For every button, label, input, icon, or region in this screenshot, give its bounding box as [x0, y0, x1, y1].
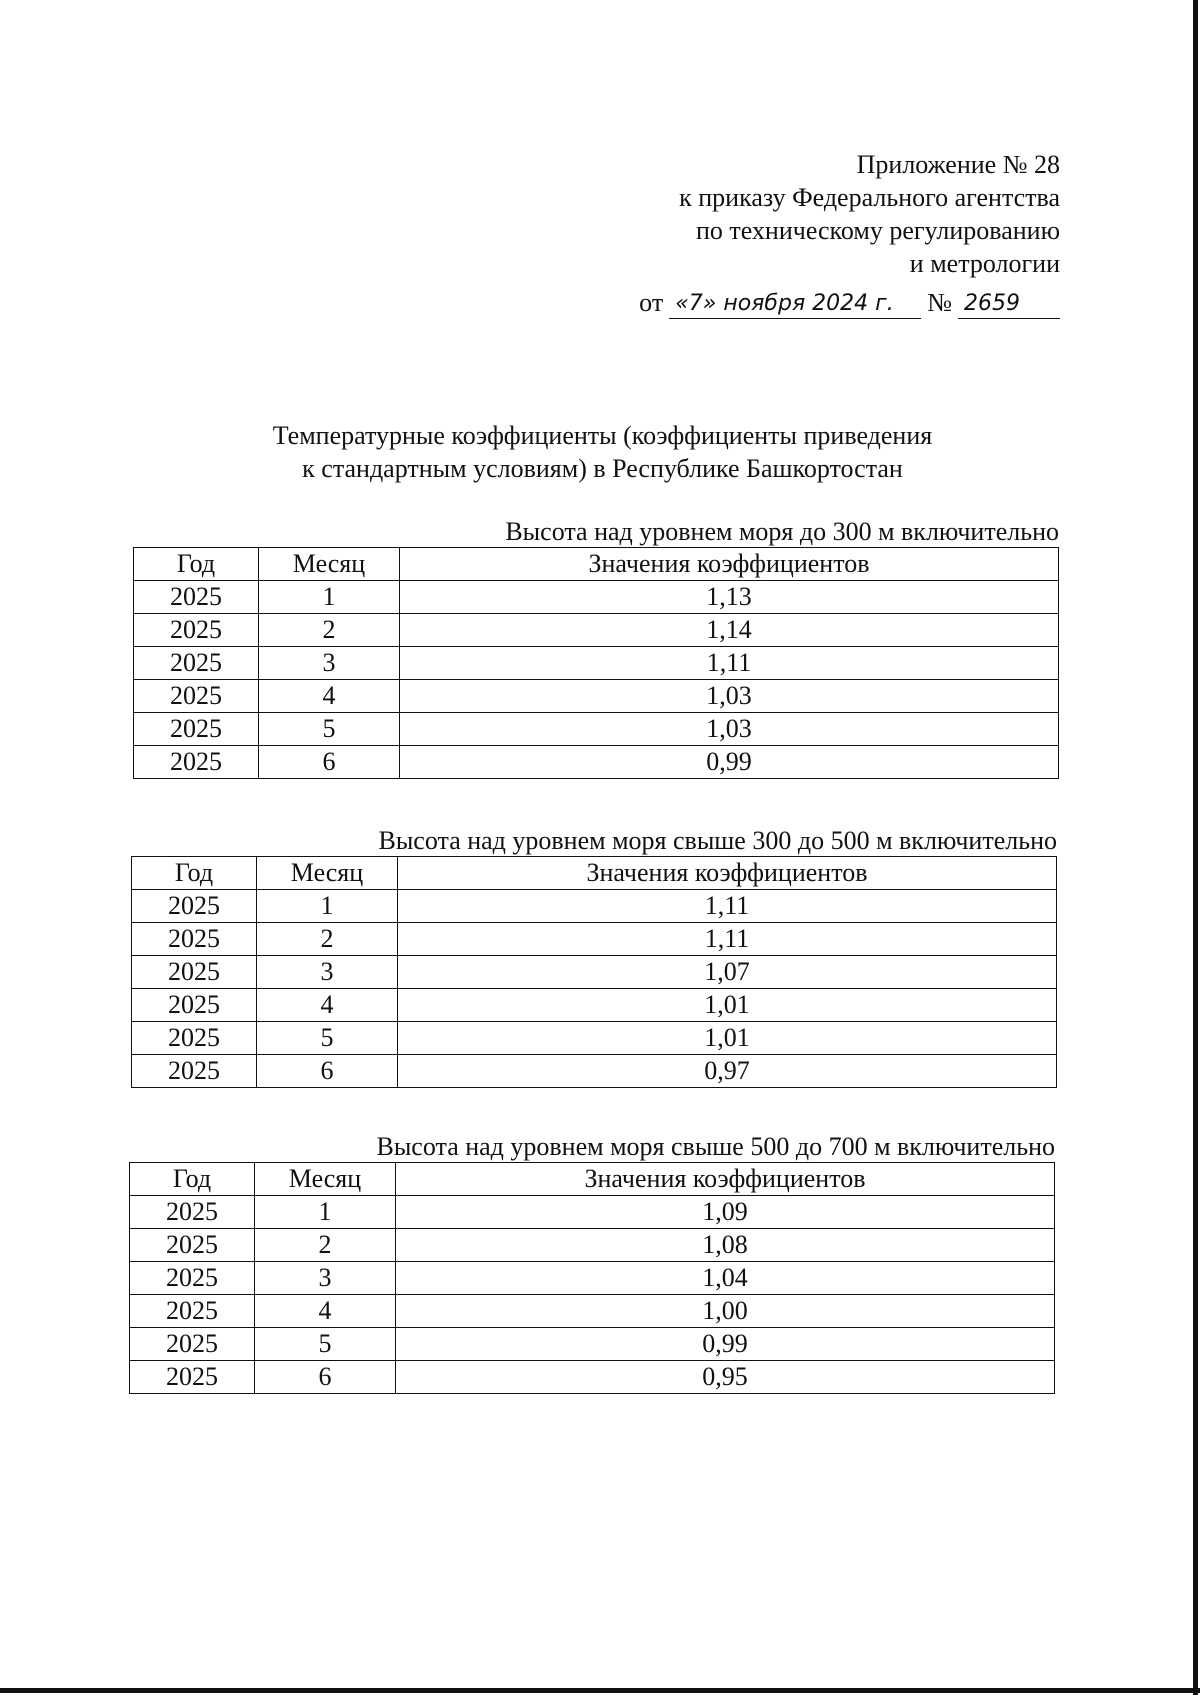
cell-year: 2025 [134, 746, 259, 779]
cell-value: 1,08 [396, 1229, 1055, 1262]
cell-value: 1,01 [398, 1022, 1057, 1055]
order-reference [639, 286, 1060, 319]
column-header-value: Значения коэффициентов [400, 548, 1059, 581]
cell-value: 1,11 [398, 923, 1057, 956]
coefficients-table [129, 1162, 1055, 1394]
appendix-line: по техническому регулированию [695, 216, 1060, 245]
coefficients-table [131, 856, 1057, 1088]
column-header-month: Месяц [257, 857, 398, 890]
table-row [132, 989, 1057, 1022]
cell-month: 2 [257, 923, 398, 956]
appendix-line: Приложение № 28 [856, 150, 1060, 179]
cell-value: 1,11 [400, 647, 1059, 680]
cell-value: 0,99 [396, 1328, 1055, 1361]
table-row [130, 1196, 1055, 1229]
column-header-month: Месяц [259, 548, 400, 581]
cell-month: 1 [255, 1196, 396, 1229]
table-caption: Высота над уровнем моря до 300 м включительно [505, 517, 1059, 546]
table-header-row [134, 548, 1059, 581]
cell-year: 2025 [130, 1262, 255, 1295]
coefficients-table [133, 547, 1059, 779]
column-header-month: Месяц [255, 1163, 396, 1196]
cell-year: 2025 [130, 1229, 255, 1262]
table-row [130, 1361, 1055, 1394]
cell-month: 4 [259, 680, 400, 713]
table-row [134, 581, 1059, 614]
column-header-year: Год [134, 548, 259, 581]
cell-year: 2025 [134, 614, 259, 647]
table-section-500-to-700 [129, 1132, 1055, 1394]
document-title [0, 419, 1200, 485]
table-row [134, 713, 1059, 746]
table-row [130, 1262, 1055, 1295]
table-row [134, 614, 1059, 647]
table-caption: Высота над уровнем моря свыше 300 до 500 м включительно [378, 826, 1057, 855]
cell-month: 1 [257, 890, 398, 923]
table-row [130, 1328, 1055, 1361]
cell-value: 1,09 [396, 1196, 1055, 1229]
table-caption: Высота над уровнем моря свыше 500 до 700 м включительно [376, 1132, 1055, 1161]
scan-border-right [1193, 0, 1198, 1695]
cell-value: 1,01 [398, 989, 1057, 1022]
cell-year: 2025 [132, 923, 257, 956]
cell-year: 2025 [130, 1361, 255, 1394]
cell-month: 6 [259, 746, 400, 779]
cell-month: 6 [257, 1055, 398, 1088]
table-row [132, 1022, 1057, 1055]
cell-month: 5 [259, 713, 400, 746]
cell-month: 2 [259, 614, 400, 647]
cell-value: 1,00 [396, 1295, 1055, 1328]
cell-month: 1 [259, 581, 400, 614]
cell-value: 1,13 [400, 581, 1059, 614]
cell-month: 4 [257, 989, 398, 1022]
cell-value: 1,04 [396, 1262, 1055, 1295]
cell-year: 2025 [130, 1295, 255, 1328]
scan-border-bottom [0, 1688, 1200, 1693]
table-row [132, 923, 1057, 956]
title-line-2: к стандартным условиям) в Республике Башкортостан [302, 454, 903, 483]
table-section-300-to-500 [131, 826, 1057, 1088]
cell-year: 2025 [134, 713, 259, 746]
cell-month: 2 [255, 1229, 396, 1262]
cell-month: 3 [257, 956, 398, 989]
table-row [134, 647, 1059, 680]
appendix-line: и метрологии [909, 249, 1060, 278]
table-row [132, 956, 1057, 989]
table-section-up-to-300 [133, 517, 1059, 779]
column-header-year: Год [132, 857, 257, 890]
cell-month: 6 [255, 1361, 396, 1394]
cell-month: 4 [255, 1295, 396, 1328]
cell-value: 0,95 [396, 1361, 1055, 1394]
cell-value: 1,11 [398, 890, 1057, 923]
cell-value: 0,99 [400, 746, 1059, 779]
order-number-label: № [927, 288, 952, 317]
table-row [130, 1295, 1055, 1328]
cell-value: 0,97 [398, 1055, 1057, 1088]
cell-month: 5 [257, 1022, 398, 1055]
cell-month: 3 [255, 1262, 396, 1295]
table-row [130, 1229, 1055, 1262]
table-header-row [130, 1163, 1055, 1196]
order-from-label: от [639, 288, 664, 317]
cell-year: 2025 [132, 890, 257, 923]
column-header-value: Значения коэффициентов [398, 857, 1057, 890]
table-row [134, 746, 1059, 779]
cell-value: 1,03 [400, 713, 1059, 746]
column-header-year: Год [130, 1163, 255, 1196]
order-number-handwritten: 2659 [958, 290, 1060, 319]
appendix-header [679, 148, 1060, 280]
cell-year: 2025 [134, 647, 259, 680]
appendix-line: к приказу Федерального агентства [679, 183, 1060, 212]
table-row [132, 1055, 1057, 1088]
cell-year: 2025 [132, 989, 257, 1022]
cell-year: 2025 [134, 581, 259, 614]
cell-year: 2025 [132, 1055, 257, 1088]
table-row [132, 890, 1057, 923]
cell-year: 2025 [130, 1328, 255, 1361]
order-date-handwritten: «7» ноября 2024 г. [669, 290, 921, 319]
cell-year: 2025 [130, 1196, 255, 1229]
cell-value: 1,14 [400, 614, 1059, 647]
cell-month: 3 [259, 647, 400, 680]
cell-year: 2025 [134, 680, 259, 713]
table-header-row [132, 857, 1057, 890]
column-header-value: Значения коэффициентов [396, 1163, 1055, 1196]
cell-value: 1,03 [400, 680, 1059, 713]
cell-year: 2025 [132, 956, 257, 989]
table-row [134, 680, 1059, 713]
cell-value: 1,07 [398, 956, 1057, 989]
title-line-1: Температурные коэффициенты (коэффициенты приведения [272, 421, 933, 450]
cell-year: 2025 [132, 1022, 257, 1055]
cell-month: 5 [255, 1328, 396, 1361]
